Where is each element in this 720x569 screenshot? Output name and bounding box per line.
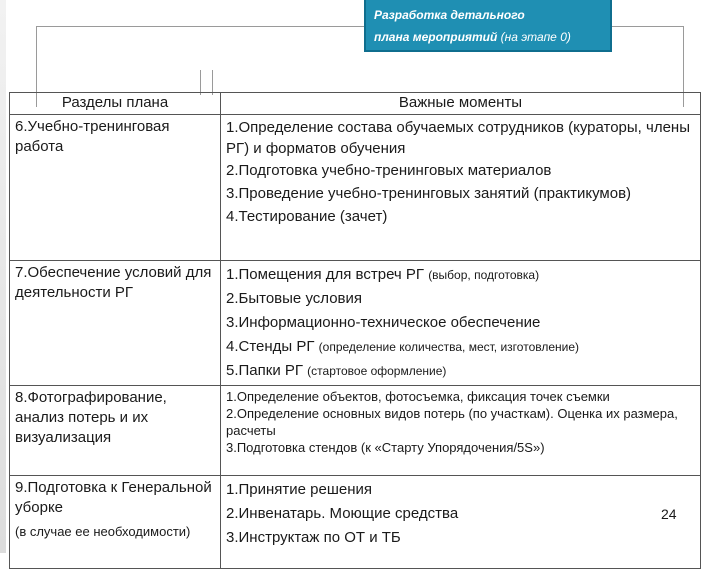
item-note: (стартовое оформление)	[307, 364, 447, 378]
list-item	[226, 335, 695, 359]
items-cell	[221, 476, 701, 569]
list-item: 1.Определение состава обучаемых сотрудников (кураторы, члены РГ) и форматов обучения	[226, 119, 690, 157]
list-item	[226, 311, 695, 335]
item-note: (определение количества, мест, изготовление)	[318, 340, 580, 354]
item-text: 4.Стенды РГ	[226, 338, 319, 355]
section-title: 7.Обеспечение условий для деятельности РГ	[15, 264, 212, 301]
list-item: 2.Подготовка учебно-тренинговых материалов	[226, 162, 552, 179]
section-note: (в случае ее необходимости)	[15, 524, 191, 539]
page-number: 24	[661, 506, 677, 522]
table-row	[10, 476, 701, 569]
table-row	[10, 261, 701, 386]
table-row	[10, 115, 701, 261]
title-banner	[364, 0, 612, 52]
list-item: 3.Инструктаж по ОТ и ТБ	[226, 529, 401, 546]
list-item: 4.Тестирование (зачет)	[226, 208, 388, 225]
list-item: 1.Принятие решения	[226, 481, 373, 498]
list-item: 1.Определение объектов, фотосъемка, фиксация точек съемки	[226, 389, 610, 404]
list-item	[226, 287, 695, 311]
banner-line-1: Разработка детального	[374, 8, 525, 22]
list-item: 2.Инвенатарь. Моющие средства	[226, 505, 459, 522]
list-item: 3.Подготовка стендов (к «Старту Упорядочения/5S»)	[226, 440, 545, 455]
list-item	[226, 359, 695, 383]
item-text: 2.Бытовые условия	[226, 290, 363, 307]
items-cell	[221, 386, 701, 476]
item-text: 3.Информационно-техническое обеспечение	[226, 314, 541, 331]
slide-edge	[0, 0, 6, 553]
table-row	[10, 386, 701, 476]
items-cell	[221, 115, 701, 261]
section-title: 8.Фотографирование, анализ потерь и их визуализация	[15, 389, 167, 446]
section-title: 6.Учебно-тренинговая работа	[15, 118, 170, 155]
banner-line-2-note: (на этапе 0)	[500, 30, 571, 44]
header-sections: Разделы плана	[10, 93, 221, 115]
plan-table	[9, 92, 701, 569]
section-cell	[10, 386, 221, 476]
list-item: 2.Определение основных видов потерь (по участкам). Оценка их размера, расчеты	[226, 406, 678, 438]
section-cell	[10, 115, 221, 261]
section-title: 9.Подготовка к Генеральной уборке	[15, 479, 212, 516]
table-header-row	[10, 93, 701, 115]
section-cell	[10, 261, 221, 386]
banner-line-2	[374, 26, 602, 48]
section-cell	[10, 476, 221, 569]
list-item	[226, 263, 695, 287]
header-key-points: Важные моменты	[221, 93, 701, 115]
banner-line-2-main: плана мероприятий	[374, 30, 498, 44]
items-cell	[221, 261, 701, 386]
item-text: 1.Помещения для встреч РГ	[226, 266, 429, 283]
list-item: 3.Проведение учебно-тренинговых занятий (практикумов)	[226, 185, 632, 202]
item-text: 5.Папки РГ	[226, 362, 308, 379]
item-note: (выбор, подготовка)	[428, 268, 540, 282]
